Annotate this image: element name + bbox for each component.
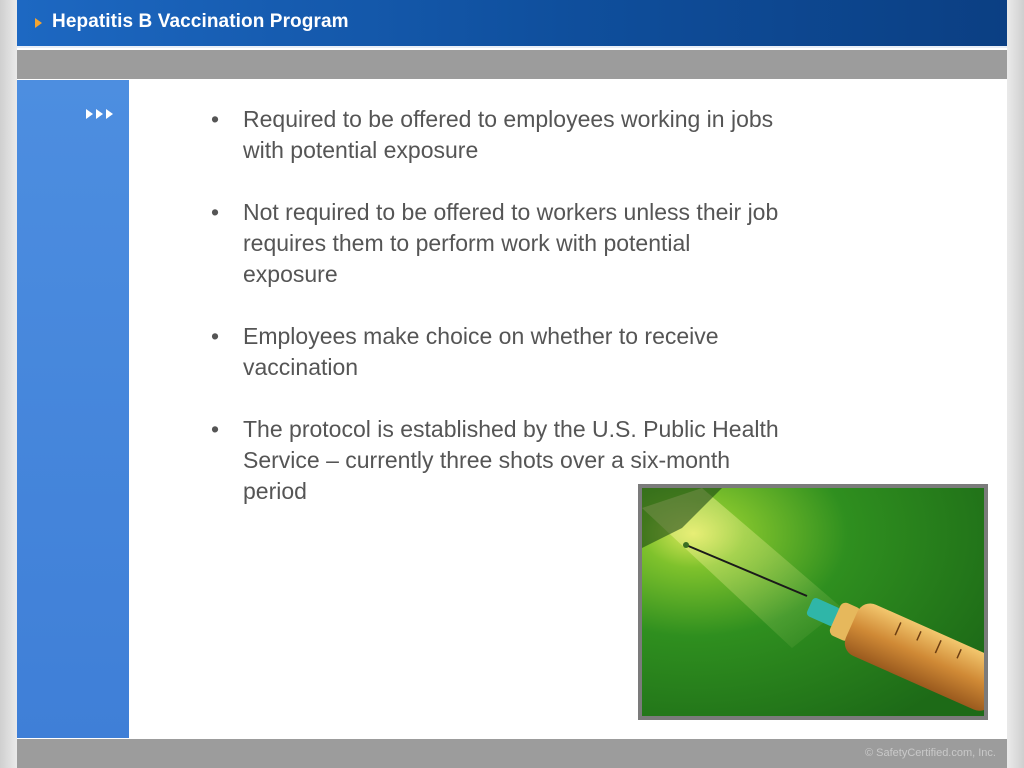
bullet-dot: •	[211, 199, 220, 225]
footer-band	[17, 739, 1007, 768]
bullet-item	[207, 197, 787, 290]
bullet-dot: •	[211, 416, 220, 442]
triple-arrow-icon	[86, 109, 113, 119]
syringe-photo	[638, 484, 988, 720]
slide-title: Hepatitis B Vaccination Program	[52, 11, 349, 32]
bullet-list	[207, 104, 787, 538]
bullet-dot: •	[211, 106, 220, 132]
bullet-text: Not required to be offered to workers unless their job requires them to perform work with potential exposure	[243, 199, 779, 287]
arrow-icon	[86, 109, 93, 119]
side-panel	[17, 80, 129, 738]
bullet-item	[207, 104, 787, 166]
syringe-image-icon	[642, 488, 984, 716]
arrow-icon	[106, 109, 113, 119]
bullet-text: The protocol is established by the U.S. Public Health Service – currently three shots over a six-month period	[243, 416, 779, 504]
header-gray-band	[17, 50, 1007, 79]
title-bar	[17, 0, 1007, 48]
arrow-icon	[96, 109, 103, 119]
bullet-text: Employees make choice on whether to receive vaccination	[243, 323, 719, 380]
needle-drop	[683, 542, 689, 548]
bullet-text: Required to be offered to employees working in jobs with potential exposure	[243, 106, 774, 163]
bullet-dot: •	[211, 323, 220, 349]
slide	[17, 0, 1007, 768]
title-arrow-icon	[35, 18, 42, 28]
copyright-text: © SafetyCertified.com, Inc.	[865, 747, 996, 759]
bullet-item	[207, 321, 787, 383]
